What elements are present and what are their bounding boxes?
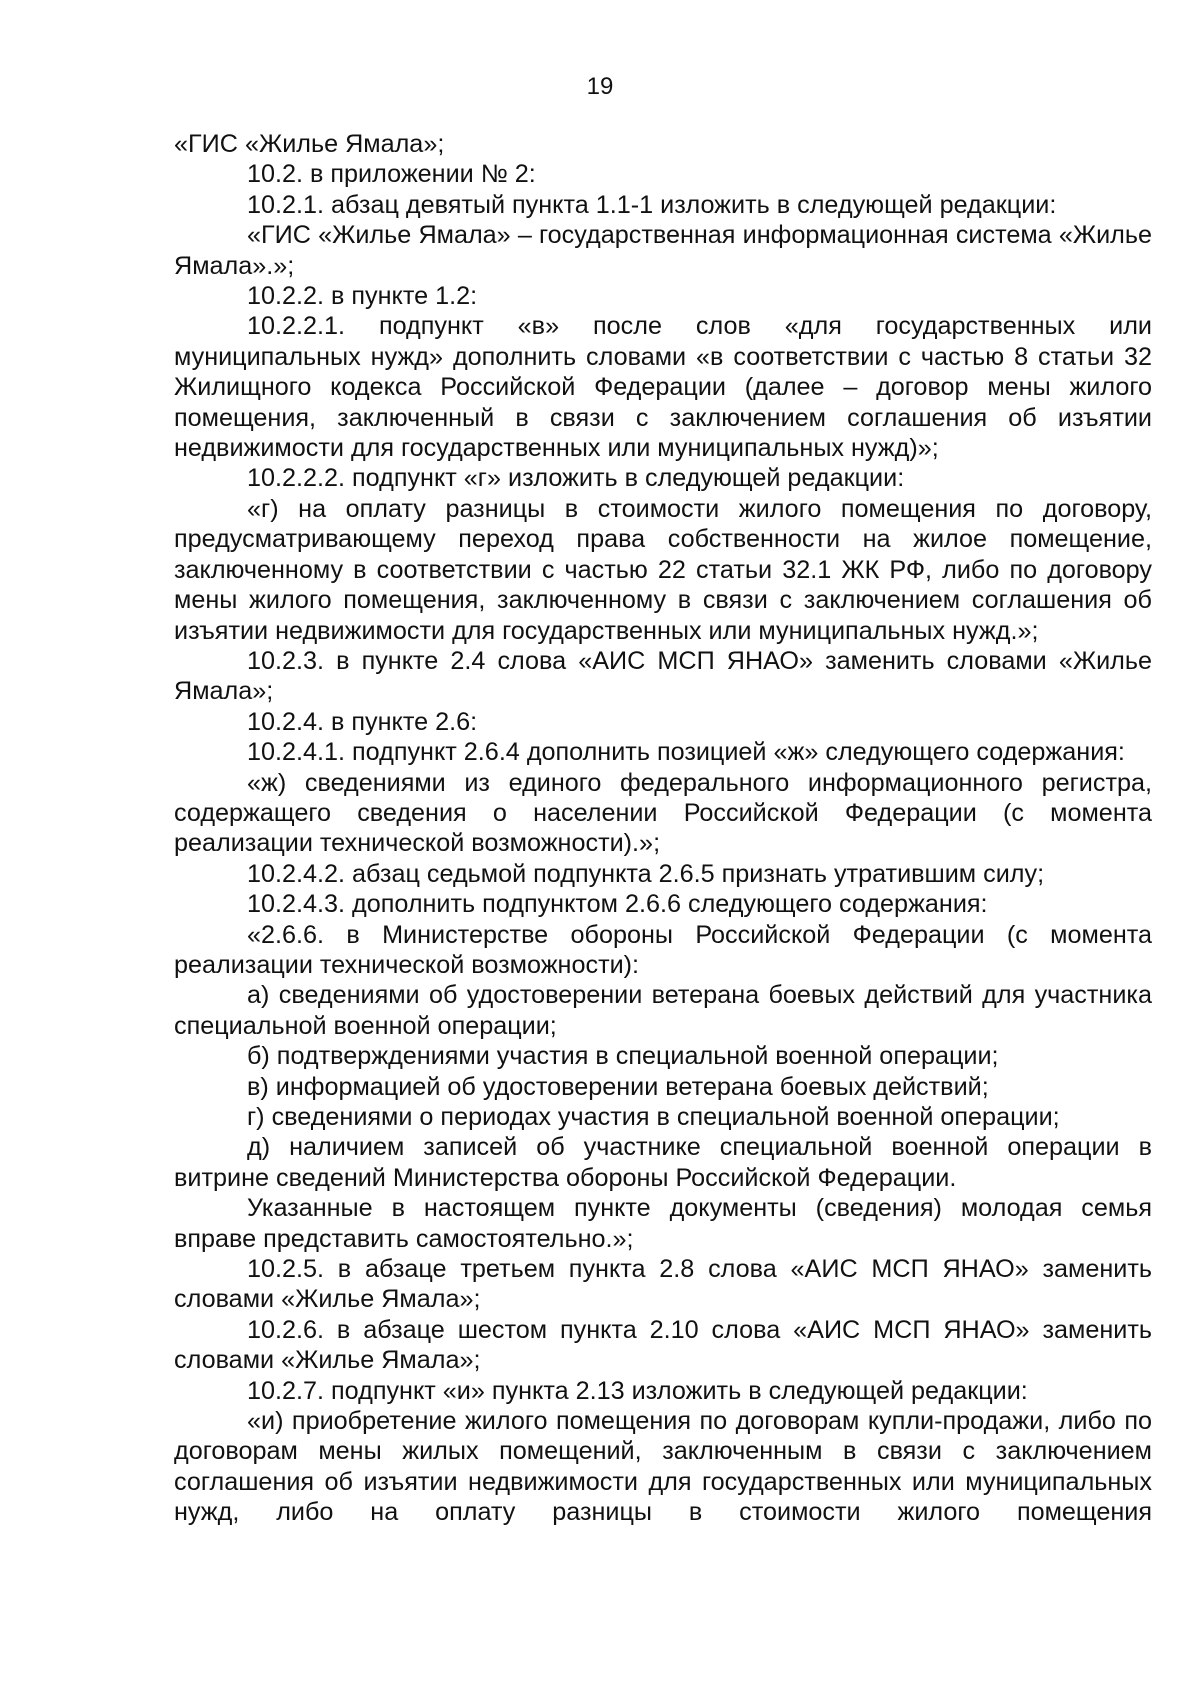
paragraph: «и) приобретение жилого помещения по договорам купли-продажи, либо по договорам мены жилых помещений, заключенным в связи с заключением соглашения об изъятии недвижимости для государственных или муниципальных нужд, либо на оплату разницы в стоимости жилого помещения (174, 1407, 1152, 1527)
paragraph: 10.2.2.2. подпункт «г» изложить в следующей редакции: (247, 464, 905, 493)
paragraph: 10.2.7. подпункт «и» пункта 2.13 изложить в следующей редакции: (247, 1376, 1028, 1405)
paragraph: «ГИС «Жилье Ямала» – государственная информационная система «Жилье Ямала».»; (174, 221, 1152, 280)
paragraph: 10.2.3. в пункте 2.4 слова «АИС МСП ЯНАО» заменить словами «Жилье Ямала»; (174, 646, 1152, 706)
paragraph: 10.2.5. в абзаце третьем пункта 2.8 слова «АИС МСП ЯНАО» заменить словами «Жилье Ямала»; (174, 1255, 1152, 1314)
paragraph: 10.2.1. абзац девятый пункта 1.1-1 изложить в следующей редакции: (247, 190, 1057, 219)
paragraph: Указанные в настоящем пункте документы (сведения) молодая семья вправе представить самостоятельно.»; (174, 1194, 1152, 1253)
paragraph: «2.6.6. в Министерстве обороны Российской Федерации (с момента реализации технической возможности): (174, 920, 1152, 979)
paragraph: 10.2.4.3. дополнить подпунктом 2.6.6 следующего содержания: (247, 890, 988, 919)
paragraph: 10.2.2.1. подпункт «в» после слов «для государственных или муниципальных нужд» дополнить словами «в соответствии с частью 8 статьи 32 Жилищного кодекса Российской Федерации (далее – договор мены жилого помещения, заключенный в связи с заключением соглашения об изъятии недвижимости для государственных или муниципальных нужд)»; (174, 312, 1152, 463)
paragraph: б) подтверждениями участия в специальной военной операции; (247, 1042, 999, 1071)
paragraph: г) сведениями о периодах участия в специальной военной операции; (247, 1103, 1060, 1131)
paragraph: «г) на оплату разницы в стоимости жилого помещения по договору, предусматривающему переход права собственности на жилое помещение, заключенному в соответствии с частью 22 статьи 32.1 ЖК РФ, либо по договору мены жилого помещения, заключенному в связи с заключением соглашения об изъятии недвижимости для государственных или муниципальных нужд.»; (174, 494, 1152, 645)
paragraph: в) информацией об удостоверении ветерана боевых действий; (247, 1072, 989, 1101)
paragraph: 10.2.2. в пункте 1.2: (247, 282, 478, 311)
paragraph: 10.2.4.2. абзац седьмой подпункта 2.6.5 признать утратившим силу; (247, 859, 1045, 888)
paragraph: 10.2.4. в пункте 2.6: (247, 707, 478, 736)
paragraph: а) сведениями об удостоверении ветерана боевых действий для участника специальной военной операции; (174, 981, 1152, 1040)
document-body (174, 129, 1152, 1528)
paragraph: 10.2.6. в абзаце шестом пункта 2.10 слова «АИС МСП ЯНАО» заменить словами «Жилье Ямала»; (174, 1315, 1152, 1375)
page-number: 19 (586, 73, 614, 100)
paragraph: 10.2. в приложении № 2: (247, 160, 536, 189)
paragraph: д) наличием записей об участнике специальной военной операции в витрине сведений Министерства обороны Российской Федерации. (174, 1133, 1152, 1192)
paragraph: «ГИС «Жилье Ямала»; (174, 130, 445, 158)
paragraph: 10.2.4.1. подпункт 2.6.4 дополнить позицией «ж» следующего содержания: (247, 738, 1125, 767)
paragraph: «ж) сведениями из единого федерального информационного регистра, содержащего сведения о населении Российской Федерации (с момента реализации технической возможности).»; (174, 768, 1152, 858)
